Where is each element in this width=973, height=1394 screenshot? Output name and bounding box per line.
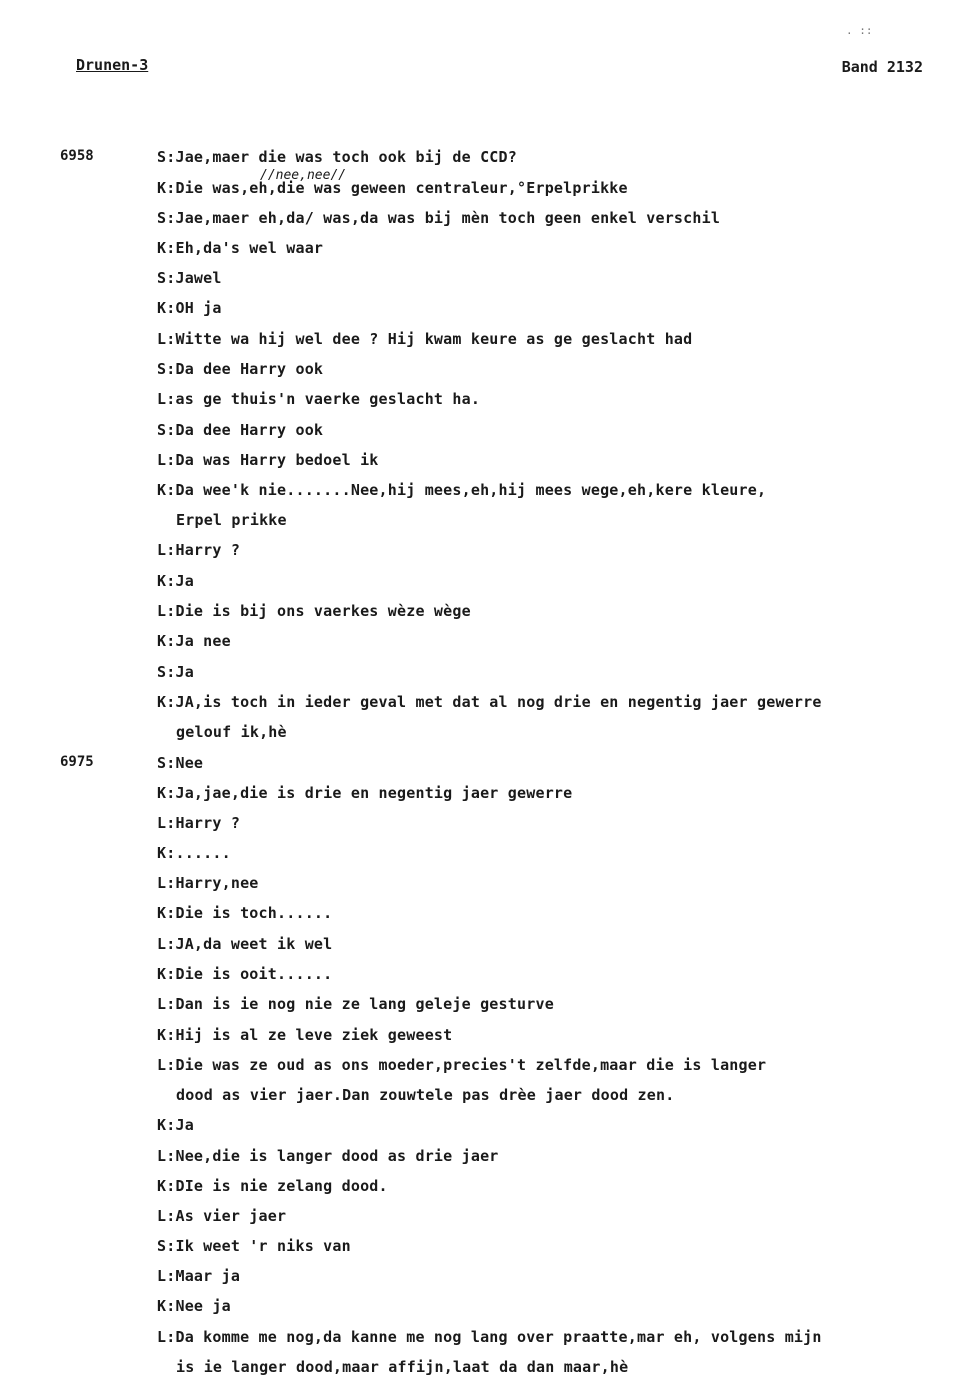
corner-mark: . ::: [846, 24, 873, 37]
transcript-line: S:Jae,maer eh,da/ was,da was bij mèn toch geen enkel verschil: [157, 209, 721, 227]
transcript-line: K:Die is toch......: [157, 904, 333, 922]
transcript-line: L:Da komme me nog,da kanne me nog lang over praatte,mar eh, volgens mijn: [157, 1328, 822, 1346]
transcript-line: L:Harry,nee: [157, 874, 259, 892]
transcript-line: L:Die was ze oud as ons moeder,precies't zelfde,maar die is langer: [157, 1056, 767, 1074]
transcript-line: K:OH ja: [157, 299, 222, 317]
transcript-line: L:Nee,die is langer dood as drie jaer: [157, 1147, 499, 1165]
transcript-line: L:Harry ?: [157, 814, 241, 832]
line-number: 6975: [60, 754, 94, 770]
transcript-line: K:JA,is toch in ieder geval met dat al nog drie en negentig jaer gewerre: [157, 693, 822, 711]
transcript-line: L:Dan is ie nog nie ze lang geleje gesturve: [157, 995, 554, 1013]
transcript-line: K:Die is ooit......: [157, 965, 333, 983]
transcript-line: K:......: [157, 844, 231, 862]
transcript-line: S:Da dee Harry ook: [157, 421, 324, 439]
transcript-line: is ie langer dood,maar affijn,laat da dan maar,hè: [176, 1358, 629, 1376]
transcript-line: K:Eh,da's wel waar: [157, 239, 324, 257]
transcript-line: L:Die is bij ons vaerkes wèze wège: [157, 602, 471, 620]
transcript-line: dood as vier jaer.Dan zouwtele pas drèe jaer dood zen.: [176, 1086, 675, 1104]
transcript-line: K:DIe is nie zelang dood.: [157, 1177, 388, 1195]
transcript-line: S:Da dee Harry ook: [157, 360, 324, 378]
transcript-line: gelouf ik,hè: [176, 723, 287, 741]
transcript-line: K:Die was,eh,die was geween centraleur,°Erpelprikke: [157, 179, 628, 197]
transcript-line: K:Ja,jae,die is drie en negentig jaer gewerre: [157, 784, 573, 802]
transcript-line: K:Ja: [157, 1116, 194, 1134]
transcript-line: L:Harry ?: [157, 541, 241, 559]
transcript-line: K:Da wee'k nie.......Nee,hij mees,eh,hij mees wege,eh,kere kleure,: [157, 481, 767, 499]
transcript-line: L:Witte wa hij wel dee ? Hij kwam keure as ge geslacht had: [157, 330, 693, 348]
transcript-line: L:JA,da weet ik wel: [157, 935, 333, 953]
transcript-line: L:as ge thuis'n vaerke geslacht ha.: [157, 390, 481, 408]
transcript-line: S:Jawel: [157, 269, 222, 287]
handwritten-insertion: //nee,nee//: [260, 168, 347, 183]
transcript-line: L:Da was Harry bedoel ik: [157, 451, 379, 469]
transcript-line: S:Ja: [157, 663, 194, 681]
document-title: Drunen-3: [76, 56, 149, 74]
transcript-line: Erpel prikke: [176, 511, 287, 529]
transcript-line: K:Nee ja: [157, 1297, 231, 1315]
transcript-line: K:Hij is al ze leve ziek geweest: [157, 1026, 453, 1044]
transcript-line: S:Ik weet 'r niks van: [157, 1237, 351, 1255]
tape-number: Band 2132: [841, 58, 923, 76]
transcript-line: L:As vier jaer: [157, 1207, 287, 1225]
transcript-line: L:Maar ja: [157, 1267, 241, 1285]
line-number: 6958: [60, 148, 94, 164]
transcript-line: K:Ja: [157, 572, 194, 590]
transcript-line: S:Jae,maer die was toch ook bij de CCD?: [157, 148, 517, 166]
transcript-line: K:Ja nee: [157, 632, 231, 650]
transcript-line: S:Nee: [157, 754, 204, 772]
